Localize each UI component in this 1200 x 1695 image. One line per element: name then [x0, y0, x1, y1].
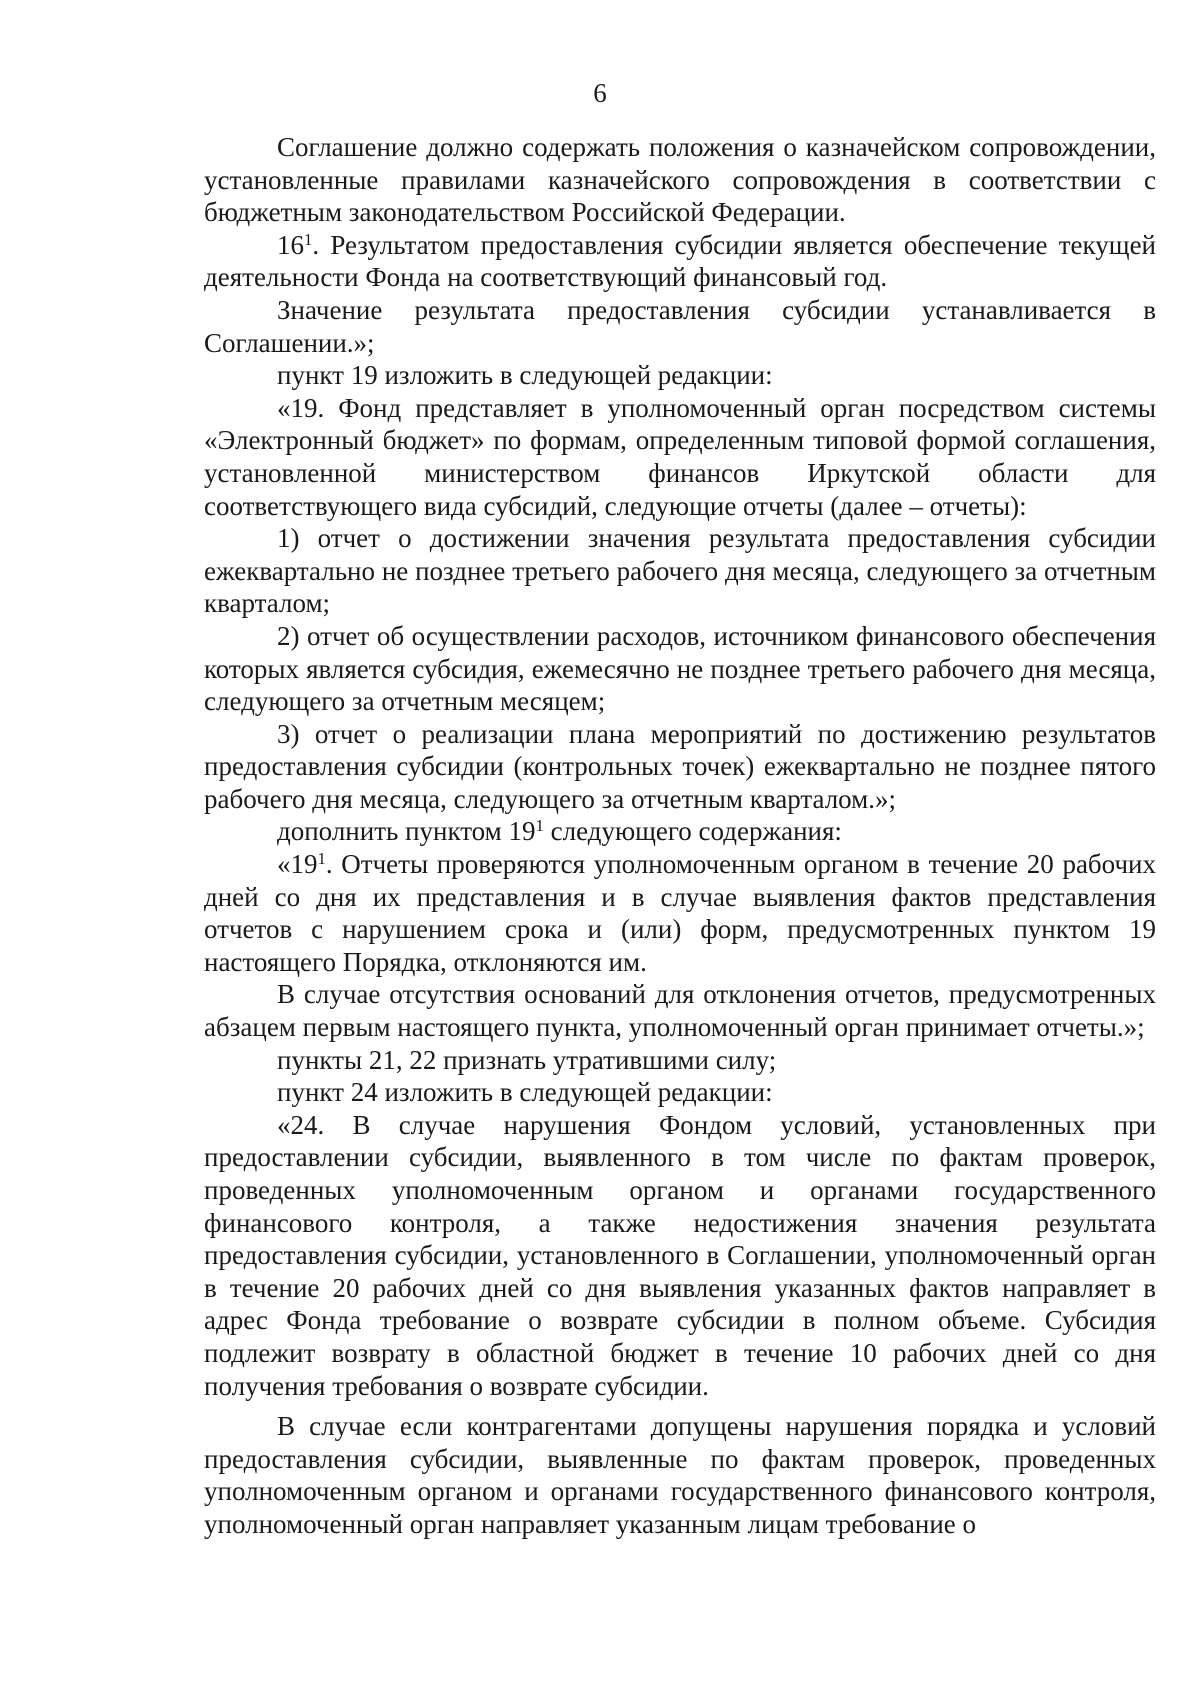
paragraph: «24. В случае нарушения Фондом условий, установленных при предоставлении субсидии, выявленного в том числе по фактам проверок, проведенных уполномоченным органом и органами государственного финансового контроля, а также недостижения значения результата предоставления субсидии, установленного в Соглашении, уполномоченный орган в течение 20 рабочих дней со дня выявления указанных фактов направляет в адрес Фонда требование о возврате субсидии в полном объеме. Субсидия подлежит возврату в областной бюджет в течение 10 рабочих дней со дня получения требования о возврате субсидии.: [204, 1109, 1156, 1401]
paragraph: Значение результата предоставления субсидии устанавливается в Соглашении.»;: [204, 294, 1156, 358]
paragraph: $16^1$. Результатом предоставления субсидии является обеспечение текущей деятельности Фонда на соответствующий финансовый год.: [204, 229, 1156, 293]
paragraph: В случае если контрагентами допущены нарушения порядка и условий предоставления субсидии, выявленные по фактам проверок, проведенных уполномоченным органом и органами государственного финансового контроля, уполномоченный орган направляет указанным лицам требование о: [204, 1411, 1156, 1539]
paragraph: пункт 19 изложить в следующей редакции:: [277, 360, 773, 391]
paragraph: дополнить пунктом $19^1$ следующего содержания:: [277, 816, 842, 847]
paragraph: Соглашение должно содержать положения о казначейском сопровождении, установленные правилами казначейского сопровождения в соответствии с бюджетным законодательством Российской Федерации.: [204, 132, 1156, 228]
paragraph: пункты 21, 22 признать утратившими силу;: [277, 1044, 777, 1075]
paragraph: пункт 24 изложить в следующей редакции:: [277, 1077, 773, 1108]
paragraph: «$19^1$. Отчеты проверяются уполномоченным органом в течение 20 рабочих дней со дня их представления и в случае выявления фактов представления отчетов с нарушением срока и (или) форм, предусмотренных пунктом 19 настоящего Порядка, отклоняются им.: [204, 848, 1156, 977]
paragraph: «19. Фонд представляет в уполномоченный орган посредством системы «Электронный бюджет» по формам, определенным типовой формой соглашения, установленной министерством финансов Иркутской области для соответствующего вида субсидий, следующие отчеты (далее – отчеты):: [204, 392, 1156, 521]
paragraph: 1) отчет о достижении значения результата предоставления субсидии ежеквартально не позднее третьего рабочего дня месяца, следующего за отчетным кварталом;: [204, 523, 1156, 619]
paragraph: 3) отчет о реализации плана мероприятий по достижению результатов предоставления субсидии (контрольных точек) ежеквартально не позднее пятого рабочего дня месяца, следующего за отчетным кварталом.»;: [204, 718, 1156, 814]
paragraph: 2) отчет об осуществлении расходов, источником финансового обеспечения которых является субсидия, ежемесячно не позднее третьего рабочего дня месяца, следующего за отчетным месяцем;: [204, 620, 1156, 717]
paragraph: В случае отсутствия оснований для отклонения отчетов, предусмотренных абзацем первым настоящего пункта, уполномоченный орган принимает отчеты.»;: [204, 979, 1156, 1043]
document-body: [204, 131, 1156, 1541]
page-number: 6: [593, 78, 607, 108]
